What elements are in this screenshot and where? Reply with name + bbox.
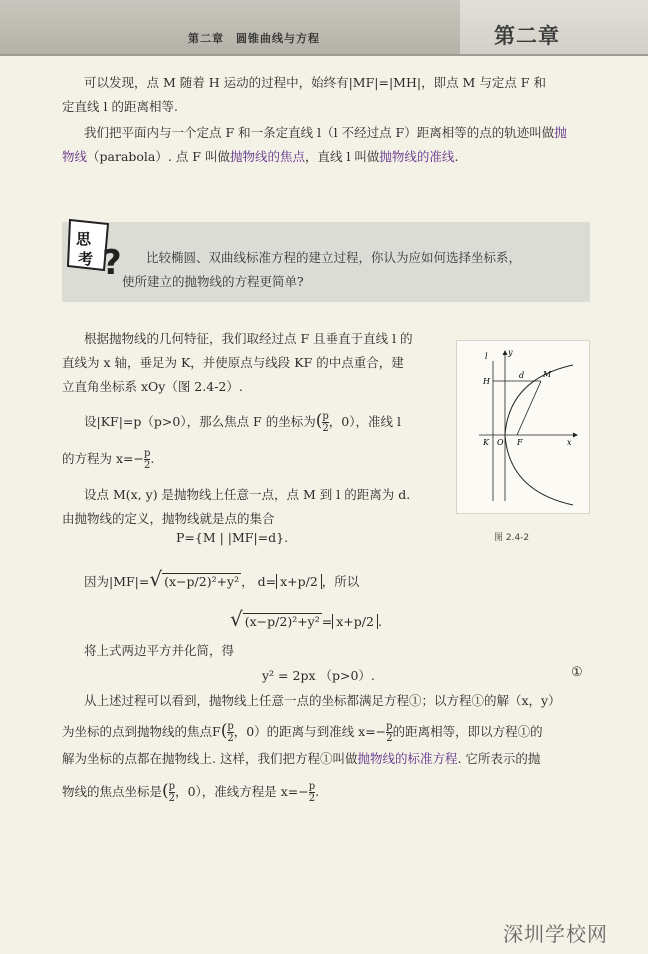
body-1-line-2: 直线为 x 轴，垂足为 K，并使原点与线段 KF 的中点重合，建 [62, 355, 404, 370]
label-m: M [543, 370, 552, 379]
fraction-p-over-2: $\frac{p}{2}$ [308, 781, 316, 804]
sqrt-expression: (x−p/2)²+y² [164, 574, 240, 589]
think-icon [64, 214, 130, 280]
chapter-tab-label: 第二章 [494, 24, 560, 48]
label-h: H [483, 377, 490, 386]
fraction-p-over-2: $\frac{p}{2}$ [227, 721, 234, 744]
think-question-line-2: 使所建立的抛物线的方程更简单? [122, 274, 304, 289]
keyword-directrix: 抛物线的准线 [379, 149, 455, 164]
body-2-line-1: 设|KF|=p（p>0），那么焦点 F 的坐标为( $\frac{p}{2}$ ，0），准线 l [84, 411, 401, 434]
think-char-2: 考 [78, 250, 94, 268]
parabola-diagram [457, 341, 589, 513]
definition-line-2 [62, 146, 458, 168]
definition-text: ，直线 l 叫做 [304, 149, 380, 164]
set-equation: P={M | |MF|=d}. [176, 530, 289, 545]
distance-equation: √ (x−p/2)²+y² = x+p/2 . [230, 607, 382, 631]
definition-text: 我们把平面内与一个定点 F 和一条定直线 l（l 不经过点 F）距离相等的点的轨迹叫做 [84, 125, 555, 140]
body-text: ，0），准线 l [328, 414, 401, 429]
label-l: l [485, 352, 488, 361]
body-3-line-2: 由抛物线的定义，抛物线就是点的集合 [62, 511, 275, 526]
abs-expression: x+p/2 [332, 614, 378, 629]
figure-caption: 图 2.4-2 [494, 533, 530, 543]
because-line: 因为|MF|=√ (x−p/2)²+y² ， d= x+p/2 ，所以 [84, 567, 360, 591]
paragraph-1-line-2: 定直线 l 的距离相等. [62, 99, 178, 114]
question-mark-icon: ? [102, 243, 122, 280]
conclusion-line-2: 为坐标的点到抛物线的焦点F( $\frac{p}{2}$ ，0）的距离与到准线 x=− $\frac{p}{2}$ 的距离相等，即以方程①的 [62, 721, 543, 744]
sqrt-expression: (x−p/2)²+y² [244, 614, 320, 629]
conclusion-line-3: 解为坐标的点都在抛物线上. 这样，我们把方程①叫做抛物线的标准方程. 它所表示的抛 [62, 751, 541, 766]
body-text: 设|KF|=p（p>0），那么焦点 F 的坐标为 [84, 414, 316, 429]
think-question-line-1: 比较椭圆、双曲线标准方程的建立过程，你认为应如何选择坐标系， [146, 250, 522, 265]
fraction-p-over-2: $\frac{p}{2}$ [322, 411, 329, 434]
body-3-line-1: 设点 M(x, y) 是抛物线上任意一点，点 M 到 l 的距离为 d. [84, 487, 411, 502]
keyword-parabola-part1: 抛 [554, 125, 567, 140]
x-axis-arrow [573, 433, 578, 438]
label-k: K [483, 438, 489, 447]
paragraph-1-line-1: 可以发现，点 M 随着 H 运动的过程中，始终有|MF|=|MH|，即点 M 与定点 F 和 [84, 75, 546, 90]
definition-line-1 [84, 122, 567, 144]
definition-text: （parabola）. 点 F 叫做 [87, 149, 230, 164]
label-d: d [519, 371, 525, 380]
fraction-p-over-2: $\frac{p}{2}$ [143, 448, 151, 471]
label-f: F [517, 438, 523, 447]
body-2-line-2: 的方程为 x=− $\frac{p}{2}$ . [62, 448, 155, 471]
standard-equation: y² = 2px （p>0）. [262, 668, 375, 683]
keyword-focus: 抛物线的焦点 [229, 149, 305, 164]
square-line: 将上式两边平方并化简，得 [84, 643, 235, 658]
keyword-parabola-part2: 物线 [62, 149, 88, 164]
watermark: 深圳学校网 [503, 922, 608, 946]
y-axis-arrow [503, 350, 508, 355]
label-x: x [567, 438, 572, 447]
segment-mf [517, 381, 541, 435]
conclusion-line-4: 物线的焦点坐标是( $\frac{p}{2}$ ，0），准线方程是 x=− $\frac{p}{2}$ . [62, 781, 320, 804]
fraction-p-over-2: $\frac{p}{2}$ [386, 721, 393, 744]
equation-number: ① [571, 665, 583, 680]
conclusion-line-1: 从上述过程可以看到，抛物线上任意一点的坐标都满足方程①；以方程①的解（x，y） [84, 693, 561, 708]
definition-text: . [454, 149, 459, 164]
label-o: O [497, 438, 504, 447]
label-y: y [508, 348, 513, 357]
body-1-line-1: 根据抛物线的几何特征，我们取经过点 F 且垂直于直线 l 的 [84, 331, 413, 346]
figure-2-4-2 [456, 340, 590, 514]
think-char-1: 思 [76, 230, 92, 248]
chapter-title: 第二章 圆锥曲线与方程 [188, 32, 320, 45]
fraction-p-over-2: $\frac{p}{2}$ [168, 781, 176, 804]
keyword-standard-equation: 抛物线的标准方程 [357, 751, 458, 766]
abs-expression: x+p/2 [276, 574, 322, 589]
body-1-line-3: 立直角坐标系 xOy（图 2.4-2）. [62, 379, 243, 394]
